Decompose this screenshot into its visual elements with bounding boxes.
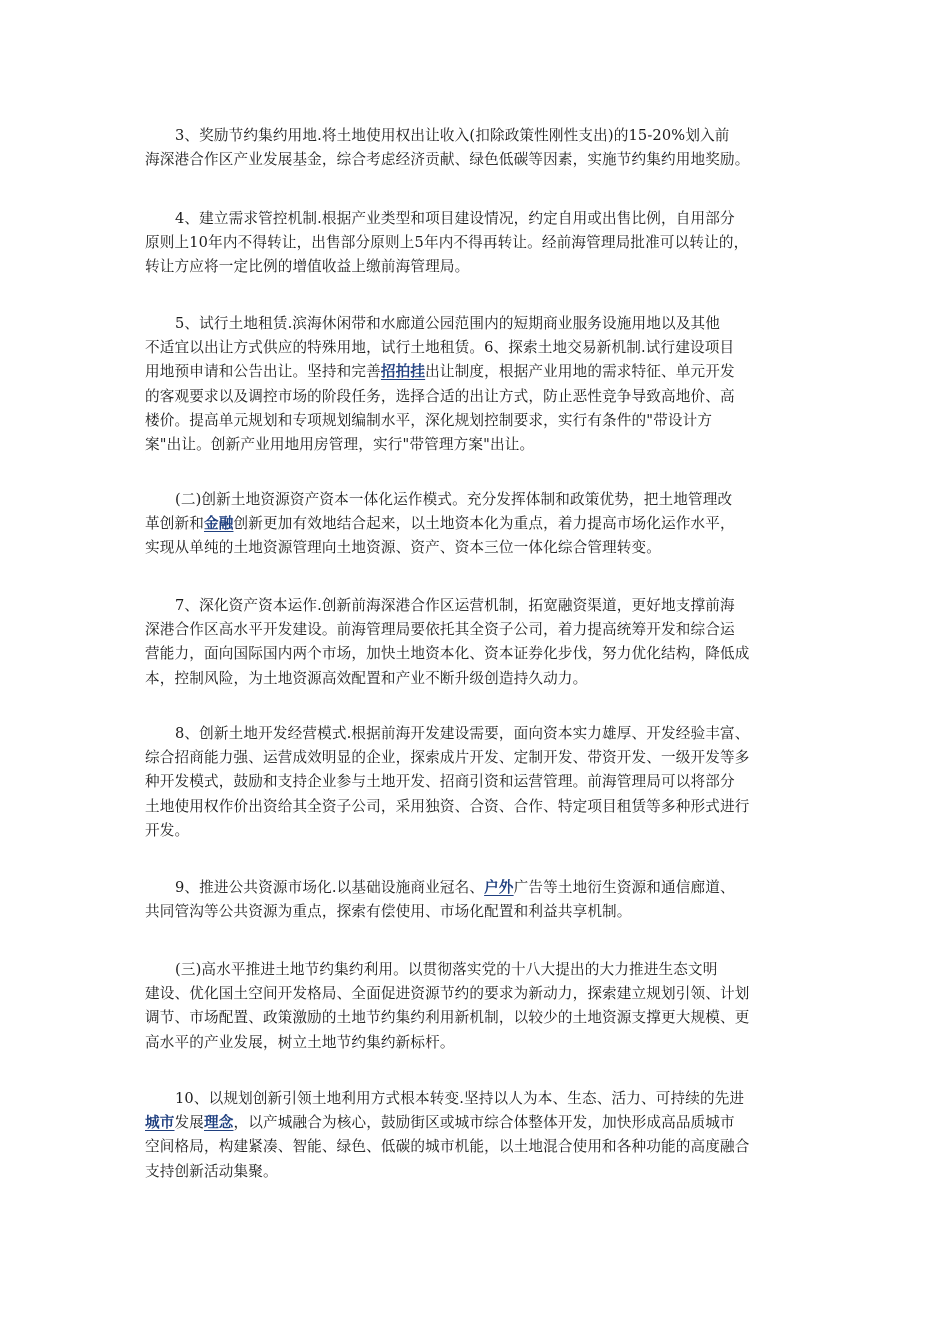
text-run: 原则上10年内不得转让，出售部分原则上5年内不得再转让。经前海管理局批准可以转让的， <box>145 234 749 252</box>
text-line <box>145 385 811 409</box>
text-line <box>145 312 811 336</box>
text-line <box>145 770 811 794</box>
text-run: 综合招商能力强、运营成效明显的企业，探索成片开发、定制开发、带资开发、一级开发等多 <box>145 749 750 767</box>
text-line <box>145 1160 811 1184</box>
text-line <box>145 958 811 982</box>
keyword-link[interactable]: 户外 <box>484 879 514 896</box>
text-line <box>145 336 811 360</box>
paragraph-7 <box>145 876 811 924</box>
text-run: 建设、优化国土空间开发格局、全面促进资源节约的要求为新动力，探索建立规划引领、计划 <box>145 985 750 1003</box>
text-line <box>145 360 811 384</box>
text-line <box>145 618 811 642</box>
paragraph-6 <box>145 722 811 843</box>
text-line <box>145 409 811 433</box>
text-line <box>145 1135 811 1159</box>
text-line <box>145 795 811 819</box>
text-run: 共同管沟等公共资源为重点，探索有偿使用、市场化配置和利益共享机制。 <box>145 903 632 921</box>
text-run: 转让方应将一定比例的增值收益上缴前海管理局。 <box>145 258 470 276</box>
text-line <box>145 1006 811 1030</box>
text-line <box>145 536 811 560</box>
text-line <box>145 746 811 770</box>
text-run: 3、奖励节约集约用地.将土地使用权出让收入(扣除政策性刚性支出)的15-20%划入前 <box>175 127 730 144</box>
text-line <box>145 982 811 1006</box>
text-line <box>145 148 811 172</box>
paragraph-4 <box>145 488 811 561</box>
text-run: (二)创新土地资源资产资本一体化运作模式。充分发挥体制和政策优势，把土地管理改 <box>175 491 733 508</box>
text-run: 出让制度，根据产业用地的需求特征、单元开发 <box>425 363 735 381</box>
text-line <box>145 231 811 255</box>
text-run: 土地使用权作价出资给其全资子公司，采用独资、合资、合作、特定项目租赁等多种形式进行 <box>145 797 750 815</box>
paragraph-8 <box>145 958 811 1055</box>
text-run: 本，控制风险，为土地资源高效配置和产业不断升级创造持久动力。 <box>145 669 588 687</box>
text-line <box>145 642 811 666</box>
text-run: 实现从单纯的土地资源管理向土地资源、资产、资本三位一体化综合管理转变。 <box>145 539 662 557</box>
text-line <box>145 1087 811 1111</box>
keyword-link[interactable]: 城市 <box>145 1114 175 1132</box>
text-line <box>145 1031 811 1055</box>
text-run: 开发。 <box>145 821 190 839</box>
keyword-link[interactable]: 金融 <box>203 515 234 533</box>
text-run: 支持创新活动集聚。 <box>145 1162 278 1180</box>
text-run: 7、深化资产资本运作.创新前海深港合作区运营机制，拓宽融资渠道，更好地支撑前海 <box>175 597 735 614</box>
text-line <box>145 255 811 279</box>
text-line <box>145 667 811 691</box>
text-line <box>145 722 811 746</box>
text-run: 营能力，面向国际国内两个市场，加快土地资本化、资本证券化步伐，努力优化结构，降低成 <box>145 645 750 663</box>
text-run: 调节、市场配置、政策激励的土地节约集约利用新机制，以较少的土地资源支撑更大规模、更 <box>145 1009 750 1027</box>
text-run: 高水平的产业发展，树立土地节约集约新标杆。 <box>145 1033 455 1051</box>
text-run: 9、推进公共资源市场化.以基础设施商业冠名、 <box>175 879 485 896</box>
paragraph-1 <box>145 124 811 172</box>
keyword-link[interactable]: 招拍挂 <box>380 363 426 381</box>
text-run: 海深港合作区产业发展基金，综合考虑经济贡献、绿色低碳等因素，实施节约集约用地奖励。 <box>145 151 750 169</box>
paragraph-5 <box>145 594 811 691</box>
text-run: 不适宜以出让方式供应的特殊用地，试行土地租赁。6、探索土地交易新机制.试行建设项目 <box>145 339 735 357</box>
text-run: 楼价。提高单元规划和专项规划编制水平，深化规划控制要求，实行有条件的"带设计方 <box>145 411 713 429</box>
text-run: 空间格局，构建紧凑、智能、绿色、低碳的城市机能，以土地混合使用和各种功能的高度融合 <box>145 1138 750 1156</box>
text-line <box>145 1111 811 1135</box>
text-run: 的客观要求以及调控市场的阶段任务，选择合适的出让方式，防止恶性竞争导致高地价、高 <box>145 387 735 405</box>
text-line <box>145 512 811 536</box>
paragraph-3 <box>145 312 811 457</box>
text-run: 案"出让。创新产业用地用房管理，实行"带管理方案"出让。 <box>145 435 535 453</box>
text-run: 用地预申请和公告出让。坚持和完善 <box>145 363 381 381</box>
text-line <box>145 900 811 924</box>
text-run: 种开发模式，鼓励和支持企业参与土地开发、招商引资和运营管理。前海管理局可以将部分 <box>145 773 735 791</box>
text-line <box>145 876 811 900</box>
text-run: 8、创新土地开发经营模式.根据前海开发建设需要，面向资本实力雄厚、开发经验丰富、 <box>175 725 750 742</box>
text-line <box>145 819 811 843</box>
text-run: (三)高水平推进土地节约集约利用。以贯彻落实党的十八大提出的大力推进生态文明 <box>175 961 718 978</box>
text-run: 4、建立需求管控机制.根据产业类型和项目建设情况，约定自用或出售比例，自用部分 <box>175 210 735 227</box>
text-line <box>145 207 811 231</box>
paragraph-2 <box>145 207 811 280</box>
text-run: ，以产城融合为核心，鼓励街区或城市综合体整体开发，加快形成高品质城市 <box>233 1114 735 1132</box>
paragraph-9 <box>145 1087 811 1184</box>
text-line <box>145 488 811 512</box>
text-run: 5、试行土地租赁.滨海休闲带和水廊道公园范围内的短期商业服务设施用地以及其他 <box>175 315 721 332</box>
keyword-link[interactable]: 理念 <box>204 1114 234 1132</box>
text-run: 深港合作区高水平开发建设。前海管理局要依托其全资子公司，着力提高统筹开发和综合运 <box>145 621 735 639</box>
text-line <box>145 594 811 618</box>
text-run: 发展 <box>174 1114 204 1132</box>
text-run: 广告等土地衍生资源和通信廊道、 <box>513 879 735 896</box>
text-run: 革创新和 <box>145 515 204 533</box>
text-run: 10、以规划创新引领土地利用方式根本转变.坚持以人为本、生态、活力、可持续的先进 <box>175 1090 745 1107</box>
text-line <box>145 124 811 148</box>
text-run: 创新更加有效地结合起来，以土地资本化为重点，着力提高市场化运作水平， <box>233 515 735 533</box>
text-line <box>145 433 811 457</box>
